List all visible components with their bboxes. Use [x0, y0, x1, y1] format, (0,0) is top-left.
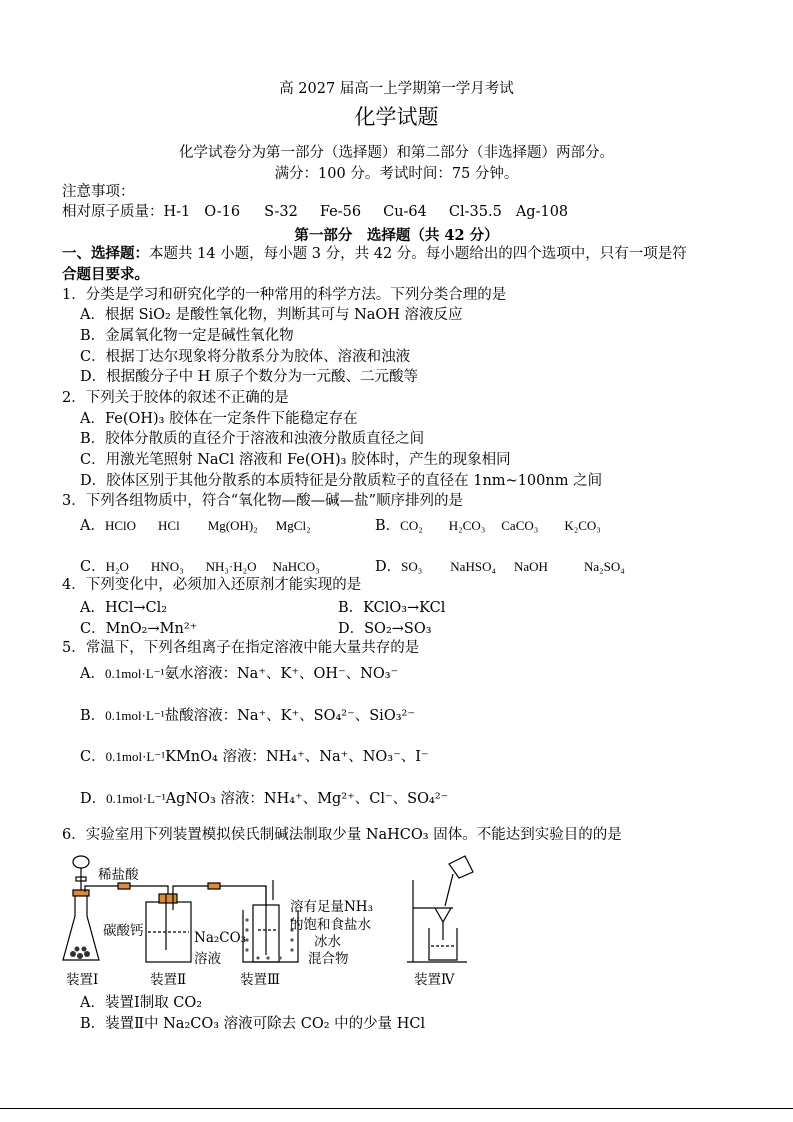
atomic-mass-label: 相对原子质量： — [62, 204, 164, 220]
option-label: A． — [80, 518, 105, 534]
atomic-mass: Cl-35.5 — [448, 204, 502, 220]
q2-stem: 2．下列关于胶体的叙述不正确的是 — [62, 390, 289, 406]
formula: K₂CO₃ — [564, 518, 601, 533]
formula: H₂CO₃ — [448, 518, 486, 533]
q5-option-b — [80, 707, 415, 725]
q5-option-d — [80, 790, 448, 808]
atomic-masses-line — [62, 203, 568, 221]
formula: Mg(OH)₂ — [207, 518, 258, 533]
subject-title: 化学试题 — [354, 105, 439, 129]
q4-option-b: B．KClO₃→KCl — [338, 600, 446, 616]
option-label: D． — [80, 791, 107, 807]
q6-option-b: B．装置Ⅱ中 Na₂CO₃ 溶液可除去 CO₂ 中的少量 HCl — [80, 1016, 426, 1032]
label-nh3-brine-2: 的饱和食盐水 — [290, 917, 371, 933]
q5-stem: 5．常温下，下列各组离子在指定溶液中能大量共存的是 — [62, 640, 420, 656]
notes-label: 注意事项： — [62, 184, 135, 200]
q2-option-a: A．Fe(OH)₃ 胶体在一定条件下能稳定存在 — [80, 411, 358, 427]
instruction-continuation: 合题目要求。 — [62, 266, 149, 283]
instruction-heading: 一、选择题： — [62, 245, 149, 262]
q3-option-a — [80, 517, 311, 535]
concentration: 0.1mol·L⁻¹ — [105, 708, 165, 723]
formula: NH₃·H₂O — [205, 559, 257, 574]
option-label: C． — [80, 559, 106, 575]
label-device-2: 装置Ⅱ — [150, 972, 187, 988]
concentration: 0.1mol·L⁻¹ — [106, 791, 166, 806]
q1-option-a: A．根据 SiO₂ 是酸性氧化物，判断其可与 NaOH 溶液反应 — [80, 307, 463, 323]
formula: Na₂SO₄ — [583, 559, 625, 574]
atomic-mass: Fe-56 — [319, 204, 362, 220]
option-label: B． — [80, 708, 106, 724]
atomic-mass: Cu-64 — [383, 204, 427, 220]
formula: MgCl₂ — [275, 518, 311, 533]
label-mixture: 混合物 — [308, 951, 349, 967]
atomic-mass: S-32 — [264, 204, 298, 220]
q5-option-a — [80, 665, 398, 683]
option-text: 盐酸溶液：Na⁺、K⁺、SO₄²⁻、SiO₃²⁻ — [164, 708, 415, 724]
score-time: 满分：100 分。考试时间：75 分钟。 — [274, 166, 519, 182]
filtration-apparatus — [405, 850, 485, 985]
q4-option-a: A．HCl→Cl₂ — [80, 600, 168, 616]
label-ice-water: 冰水 — [314, 934, 341, 950]
q6-stem: 6．实验室用下列装置模拟侯氏制碱法制取少量 NaHCO₃ 固体。不能达到实验目的的是 — [62, 827, 622, 843]
q2-option-d: D．胶体区别于其他分散系的本质特征是分散质粒子的直径在 1nm~100nm 之间 — [80, 473, 603, 489]
q6-option-a: A．装置Ⅰ制取 CO₂ — [80, 995, 203, 1011]
formula: NaOH — [514, 559, 548, 574]
label-caco3: 碳酸钙 — [103, 923, 144, 939]
part1-instructions — [62, 245, 687, 263]
exam-title: 高 2027 届高一上学期第一学月考试 — [279, 81, 514, 97]
q1-option-c: C．根据丁达尔现象将分散系分为胶体、溶液和浊液 — [80, 349, 411, 365]
option-label: D． — [375, 559, 402, 575]
formula: NaHSO₄ — [450, 559, 496, 574]
label-device-1: 装置Ⅰ — [66, 972, 99, 988]
q1-option-d: D．根据酸分子中 H 原子个数分为一元酸、二元酸等 — [80, 369, 418, 385]
concentration: 0.1mol·L⁻¹ — [104, 666, 165, 681]
q4-stem: 4．下列变化中，必须加入还原剂才能实现的是 — [62, 577, 362, 593]
q3-option-d — [375, 558, 625, 576]
instruction-text: 本题共 14 小题，每小题 3 分，共 42 分。每小题给出的四个选项中，只有一项是符 — [149, 246, 687, 262]
formula: CaCO₃ — [501, 518, 539, 533]
q1-stem: 1．分类是学习和研究化学的一种常用的科学方法。下列分类合理的是 — [62, 287, 507, 303]
label-solution: 溶液 — [194, 951, 221, 967]
option-label: B． — [375, 518, 401, 534]
q3-stem: 3．下列各组物质中，符合“氧化物—酸—碱—盐”顺序排列的是 — [62, 493, 464, 509]
option-label: A． — [80, 666, 105, 682]
atomic-mass: Ag-108 — [515, 204, 569, 220]
q2-option-c: C．用激光笔照射 NaCl 溶液和 Fe(OH)₃ 胶体时，产生的现象相同 — [80, 452, 511, 468]
formula: H₂O — [105, 559, 129, 574]
option-label: C． — [80, 749, 106, 765]
q4-option-d: D．SO₂→SO₃ — [338, 621, 432, 637]
option-text: AgNO₃ 溶液：NH₄⁺、Mg²⁺、Cl⁻、SO₄²⁻ — [165, 791, 449, 807]
q3-option-c — [80, 558, 320, 576]
label-device-4: 装置Ⅳ — [414, 972, 455, 988]
formula: NaHCO₃ — [272, 559, 320, 574]
part1-title: 第一部分 选择题（共 42 分） — [294, 227, 499, 244]
page-bottom-rule — [0, 1108, 793, 1109]
option-text: 氨水溶液：Na⁺、K⁺、OH⁻、NO₃⁻ — [164, 666, 399, 682]
concentration: 0.1mol·L⁻¹ — [105, 749, 166, 764]
formula: HNO₃ — [150, 559, 184, 574]
label-device-3: 装置Ⅲ — [240, 972, 281, 988]
label-dilute-hcl: 稀盐酸 — [98, 867, 139, 883]
q3-option-b — [375, 517, 601, 535]
formula: CO₂ — [400, 518, 423, 533]
q2-option-b: B．胶体分散质的直径介于溶液和浊液分散质直径之间 — [80, 431, 425, 447]
q5-option-c — [80, 748, 429, 766]
formula: SO₃ — [401, 559, 423, 574]
option-text: KMnO₄ 溶液：NH₄⁺、Na⁺、NO₃⁻、I⁻ — [165, 749, 429, 765]
label-na2co3: Na₂CO₃ — [194, 930, 247, 946]
label-nh3-brine-1: 溶有足量NH₃ — [290, 899, 373, 915]
formula: HCl — [158, 518, 180, 533]
atomic-mass: H-1 — [163, 204, 191, 220]
formula: HClO — [104, 518, 137, 533]
exam-intro: 化学试卷分为第一部分（选择题）和第二部分（非选择题）两部分。 — [179, 145, 614, 161]
q1-option-b: B．金属氧化物一定是碱性氧化物 — [80, 328, 294, 344]
atomic-mass: O-16 — [204, 204, 241, 220]
q4-option-c: C．MnO₂→Mn²⁺ — [80, 621, 198, 637]
